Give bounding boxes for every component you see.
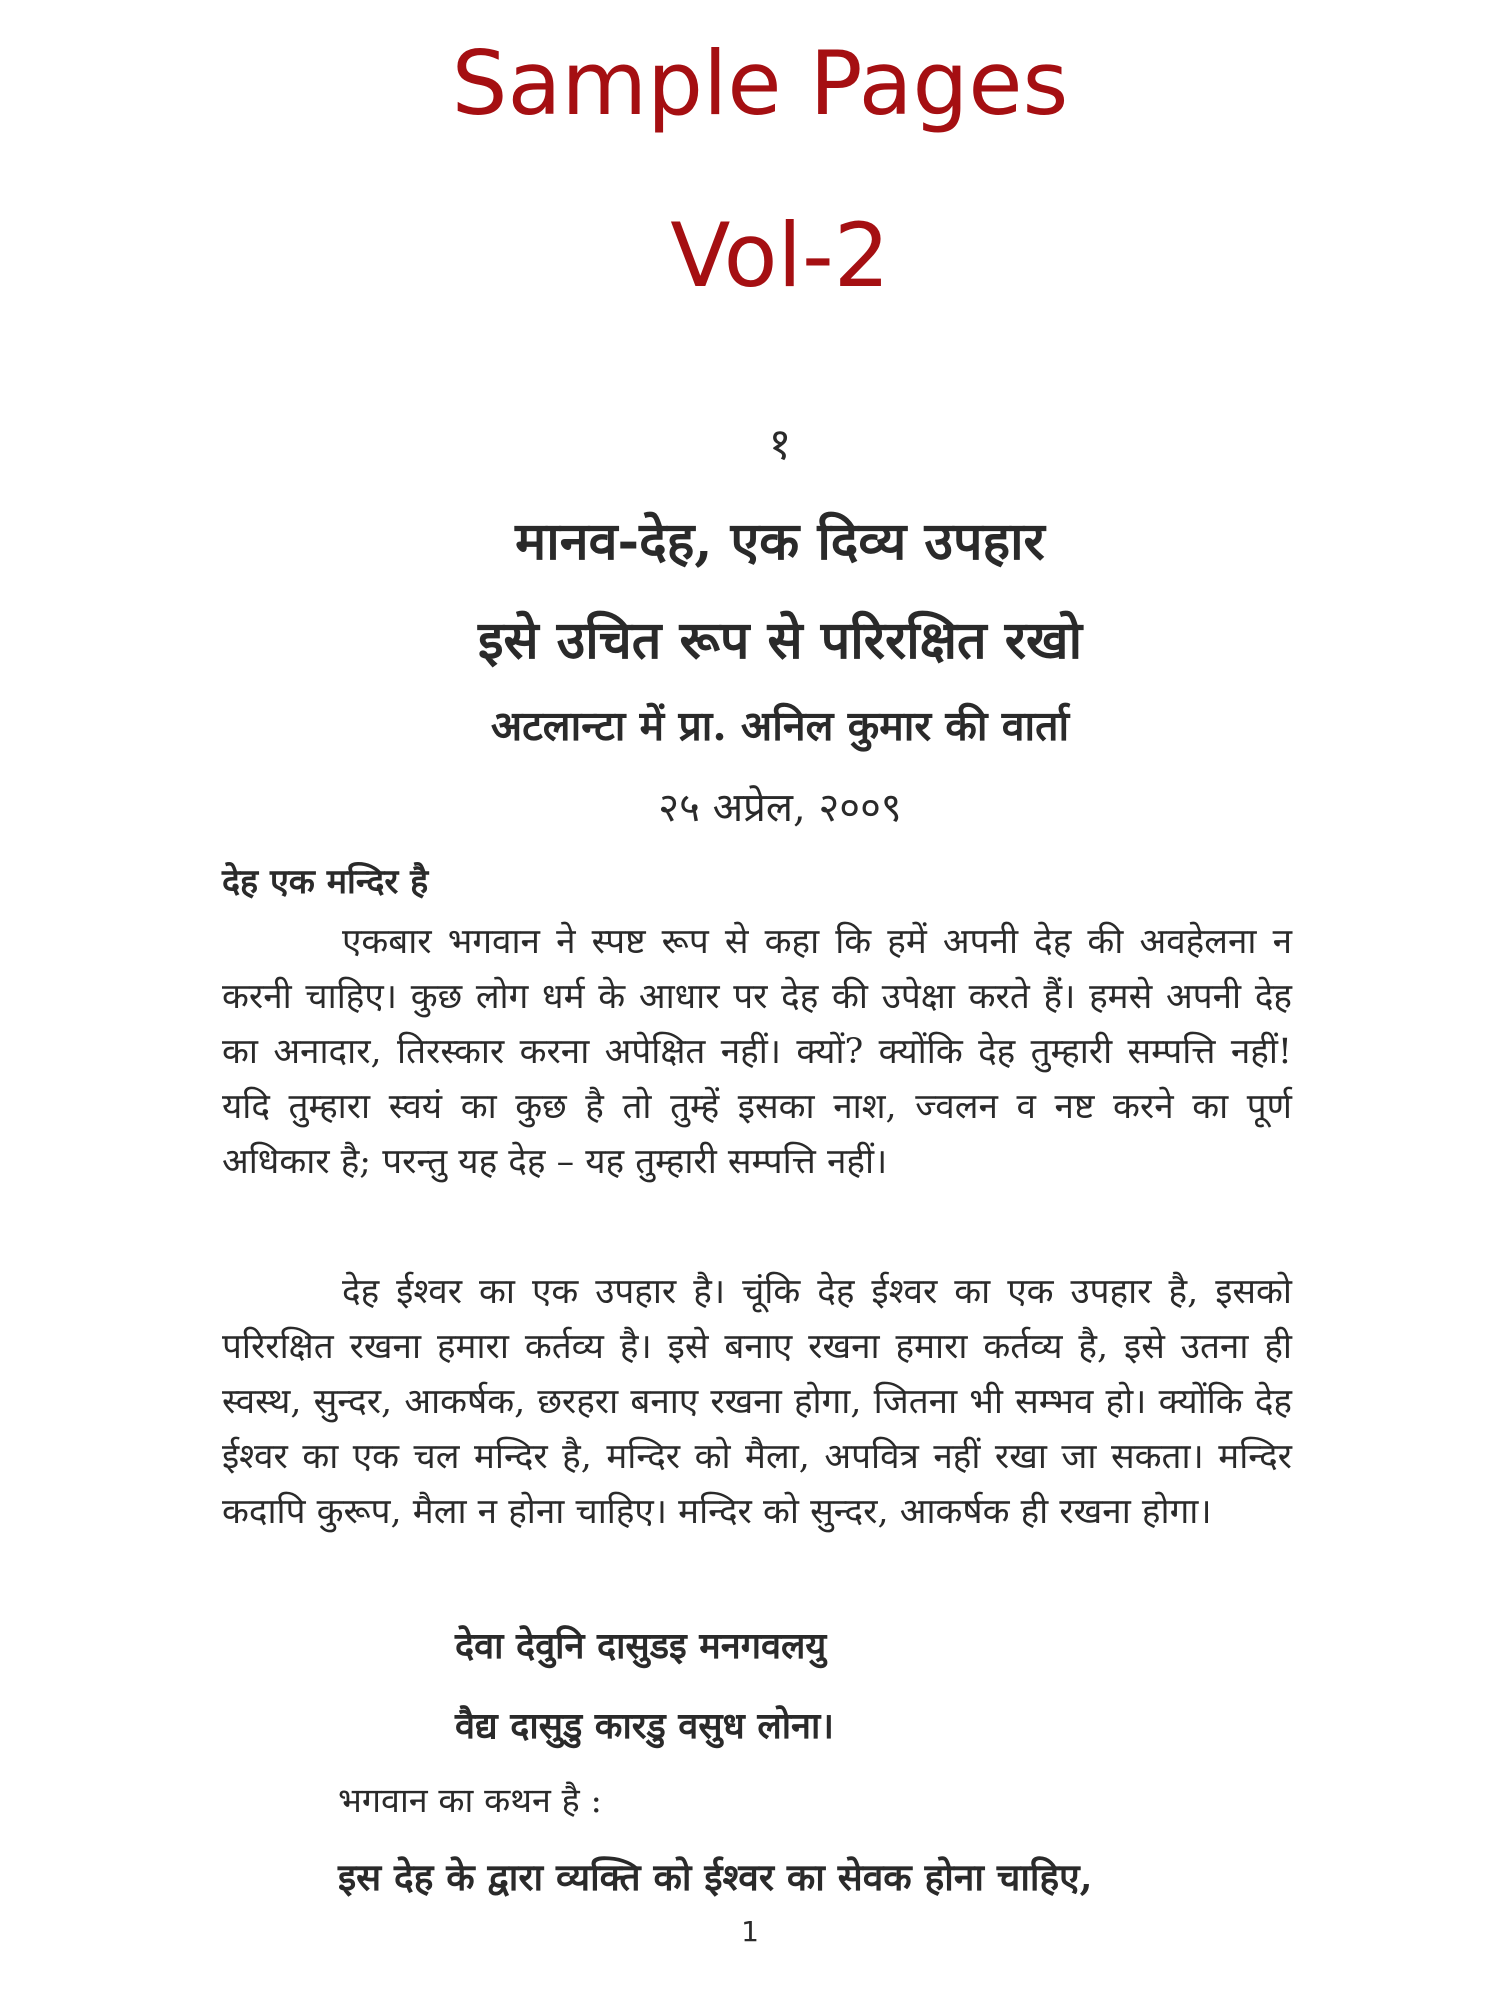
paragraph-2: [222, 1265, 1292, 1540]
page-number: [0, 1915, 1500, 1948]
chapter-number: १: [768, 419, 792, 470]
page-number-text: 1: [741, 1915, 759, 1948]
chapter-title-line-1: मानव-देह, एक दिव्य उपहार: [515, 511, 1045, 572]
paragraph-1-text: एकबार भगवान ने स्पष्ट रूप से कहा कि हमें अपनी देह की अवहेलना न करनी चाहिए। कुछ लोग धर्म के आधार पर देह की उपेक्षा करते हैं। हमसे अपनी देह का अनादार, तिरस्कार करना अपेक्षित नहीं। क्यों? क्योंकि देह तुम्हारी सम्पत्ति नहीं! यदि तुम्हारा स्वयं का कुछ है तो तुम्हें इसका नाश, ज्वलन व नष्ट करने का पूर्ण अधिकार है; परन्तु यह देह – यह तुम्हारी सम्पत्ति नहीं।: [222, 922, 1292, 1182]
verse-line-2: वैद्य दासुडु कारडु वसुध लोना।: [455, 1705, 834, 1747]
section-heading: देह एक मन्दिर है: [222, 862, 429, 902]
talk-info: अटलान्टा में प्रा. अनिल कुमार की वार्ता: [490, 702, 1070, 750]
paragraph-1: [222, 915, 1292, 1190]
saying-intro: भगवान का कथन है :: [338, 1781, 602, 1821]
saying-line: इस देह के द्वारा व्यक्ति को ईश्वर का सेवक होना चाहिए,: [338, 1855, 1093, 1899]
verse-line-1: देवा देवुनि दासुडइ मनगवलयु: [455, 1625, 827, 1667]
banner-volume: Vol-2: [670, 204, 890, 307]
paragraph-2-text: देह ईश्वर का एक उपहार है। चूंकि देह ईश्वर का एक उपहार है, इसको परिरक्षित रखना हमारा कर्तव्य है। इसे बनाए रखना हमारा कर्तव्य है, इसे उतना ही स्वस्थ, सुन्दर, आकर्षक, छरहरा बनाए रखना होगा, जितना भी सम्भव हो। क्योंकि देह ईश्वर का एक चल मन्दिर है, मन्दिर को मैला, अपवित्र नहीं रखा जा सकता। मन्दिर कदापि कुरूप, मैला न होना चाहिए। मन्दिर को सुन्दर, आकर्षक ही रखना होगा।: [222, 1272, 1292, 1532]
banner-title: Sample Pages: [451, 32, 1069, 135]
talk-date: २५ अप्रेल, २००९: [658, 785, 902, 831]
chapter-title-line-2: इसे उचित रूप से परिरक्षित रखो: [477, 610, 1083, 671]
